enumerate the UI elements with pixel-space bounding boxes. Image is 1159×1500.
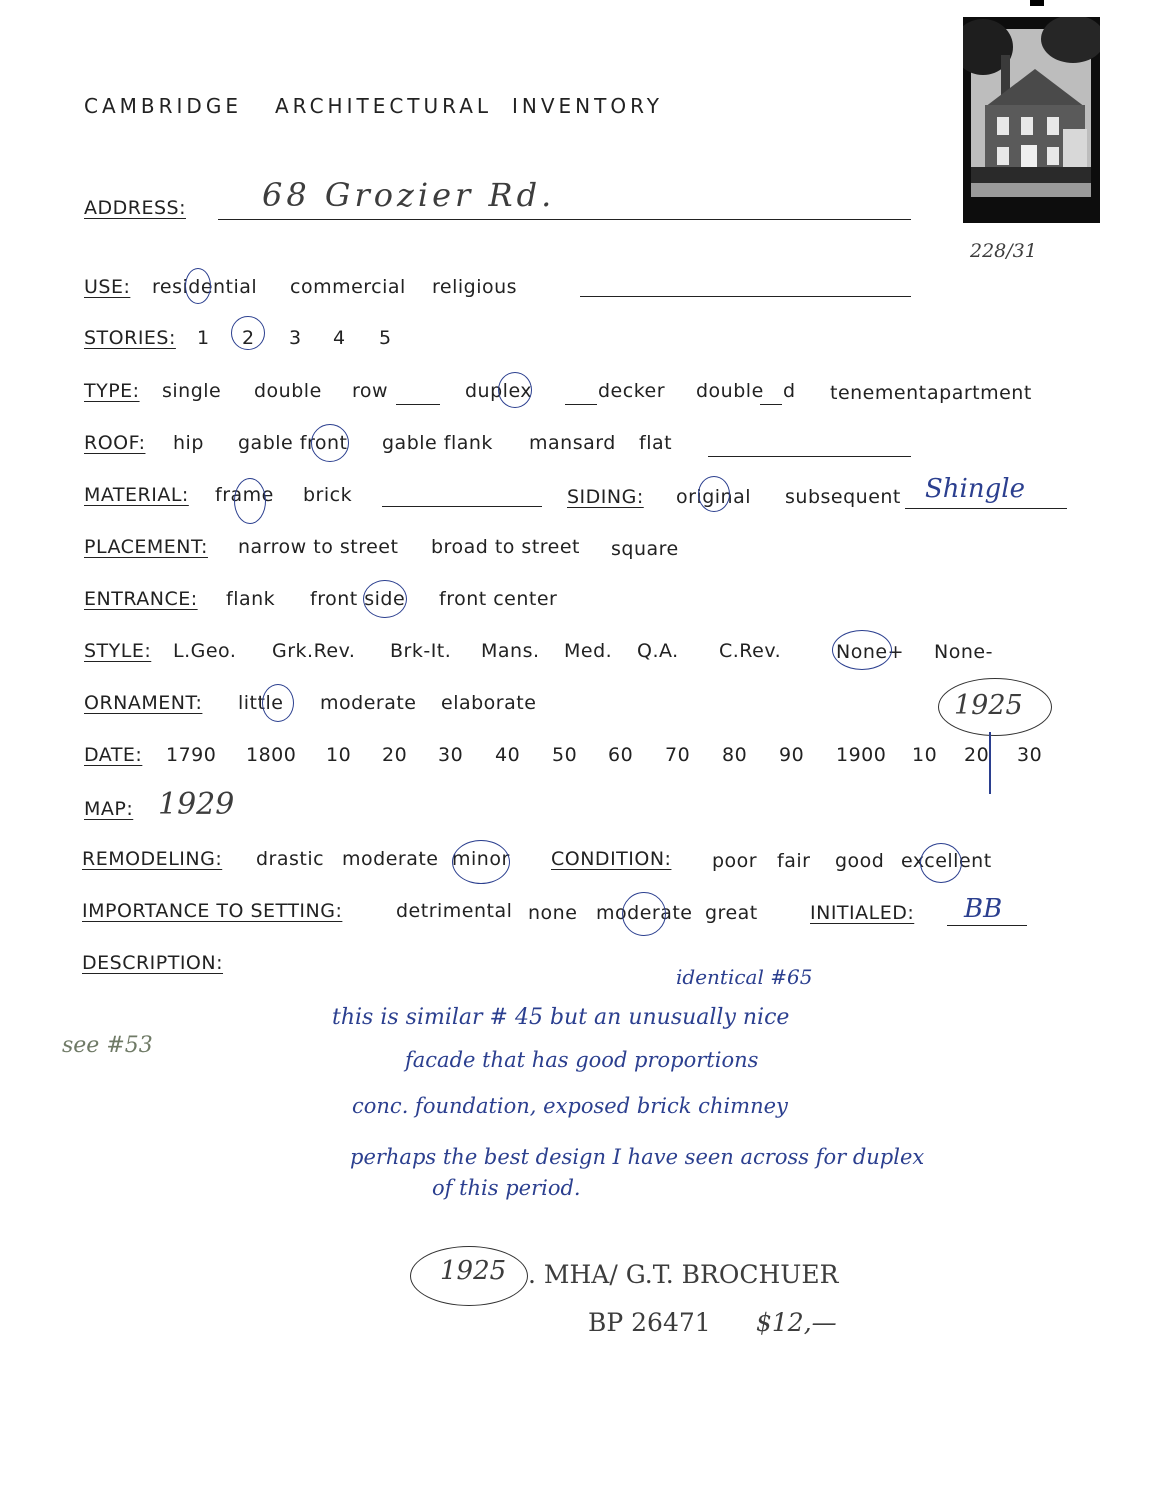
date-circled-value: 1925 [954,690,1023,721]
type-duplex: duplex [465,380,533,402]
style-circle [832,630,892,670]
importance-great: great [705,902,758,924]
style-none-plus: None+ [836,641,904,663]
style-qa: Q.A. [637,640,679,662]
stories-4: 4 [333,327,346,349]
condition-good: good [835,850,885,872]
ornament-elaborate: elaborate [441,692,537,714]
address-label: ADDRESS: [84,197,186,219]
use-label: USE: [84,276,131,298]
importance-detrimental: detrimental [396,900,513,922]
type-single: single [162,380,222,402]
map-label: MAP: [84,798,134,820]
siding-value: Shingle [925,474,1025,504]
material-label: MATERIAL: [84,484,189,506]
stories-2: 2 [242,327,255,349]
description-line-2: this is similar # 45 but an unusually nice [332,1005,790,1030]
type-row: row [352,380,389,402]
condition-poor: poor [712,850,758,872]
condition-excellent: excellent [901,850,992,872]
description-label: DESCRIPTION: [82,952,224,974]
entrance-front-center: front center [439,588,558,610]
remodeling-drastic: drastic [256,848,325,870]
material-other-line [382,506,542,507]
condition-label: CONDITION: [551,848,672,870]
date-1900: 1900 [836,744,887,766]
type-double-d: double [696,380,764,402]
description-line-4: conc. foundation, exposed brick chimney [352,1094,788,1118]
stories-1: 1 [197,327,210,349]
use-other-line [580,296,911,297]
entrance-front-side: front side [310,588,406,610]
roof-mansard: mansard [529,432,616,454]
initialed-line [947,925,1027,926]
house-photo [963,17,1100,223]
permit-line-1: . MHA/ G.T. BROCHUER [528,1260,839,1289]
description-line-1: identical #65 [676,965,813,989]
date-30: 30 [438,744,464,766]
siding-label: SIDING: [567,486,644,508]
type-decker-line [565,404,597,405]
type-row-line [396,404,440,405]
style-grkrev: Grk.Rev. [272,640,356,662]
roof-circle [311,424,349,462]
date-40: 40 [495,744,521,766]
use-religious: religious [432,276,518,298]
date-20: 20 [382,744,408,766]
entrance-flank: flank [226,588,276,610]
date-1930: 30 [1017,744,1043,766]
roof-gable-flank: gable flank [382,432,493,454]
roof-label: ROOF: [84,432,146,454]
type-double-d-line [760,404,782,405]
date-80: 80 [722,744,748,766]
photo-number: 228/31 [970,240,1037,262]
photo-tack [1030,0,1044,6]
importance-none: none [528,902,578,924]
type-d: d [783,380,796,402]
remodeling-minor: minor [452,848,510,870]
date-arrow-mark [989,732,991,794]
type-decker: decker [598,380,666,402]
permit-date: 1925 [440,1256,507,1286]
stories-3: 3 [289,327,302,349]
style-med: Med. [564,640,613,662]
roof-gable-front: gable front [238,432,348,454]
remodeling-moderate: moderate [342,848,439,870]
form-title-architectural: ARCHITECTURAL [275,94,493,118]
ornament-circle [262,684,294,722]
ornament-moderate: moderate [320,692,417,714]
permit-cost: $12,— [756,1308,837,1337]
description-line-3: facade that has good proportions [405,1048,759,1072]
form-title-cambridge: CAMBRIDGE [84,94,242,118]
style-lgeo: L.Geo. [173,640,237,662]
remodeling-circle [452,840,510,884]
date-90: 90 [779,744,805,766]
map-value: 1929 [158,787,235,822]
initialed-value: BB [964,894,1003,924]
date-10: 10 [326,744,352,766]
condition-circle [920,843,962,883]
stories-5: 5 [379,327,392,349]
date-1910: 10 [912,744,938,766]
type-apartment: apartment [927,382,1032,404]
type-double: double [254,380,322,402]
remodeling-label: REMODELING: [82,848,223,870]
importance-label: IMPORTANCE TO SETTING: [82,900,343,922]
ornament-label: ORNAMENT: [84,692,203,714]
stories-label: STORIES: [84,327,176,349]
date-label: DATE: [84,744,143,766]
style-none-minus: None- [934,641,993,663]
style-label: STYLE: [84,640,152,662]
type-circle [498,372,532,408]
entrance-circle [363,580,407,618]
date-60: 60 [608,744,634,766]
ornament-little: little [238,692,284,714]
permit-line-2: BP 26471 [588,1308,711,1337]
placement-narrow: narrow to street [238,536,399,558]
description-line-6: of this period. [432,1176,581,1200]
use-residential: residential [152,276,258,298]
importance-circle [622,892,666,936]
use-circle [185,268,211,304]
material-brick: brick [303,484,353,506]
condition-fair: fair [777,850,811,872]
siding-other-line [905,508,1067,509]
siding-subsequent: subsequent [785,486,901,508]
material-frame: frame [215,484,274,506]
siding-original: original [676,486,752,508]
style-mans: Mans. [481,640,540,662]
placement-broad: broad to street [431,536,581,558]
side-note: see #53 [62,1033,153,1058]
style-crev: C.Rev. [719,640,782,662]
placement-label: PLACEMENT: [84,536,208,558]
roof-hip: hip [173,432,204,454]
type-tenement: tenement [830,382,927,404]
roof-flat: flat [639,432,673,454]
address-value: 68 Grozier Rd. [262,176,556,214]
description-line-5: perhaps the best design I have seen across for duplex [350,1145,925,1169]
type-label: TYPE: [84,380,140,402]
placement-square: square [611,538,679,560]
siding-circle [698,476,730,512]
entrance-label: ENTRANCE: [84,588,198,610]
date-1920: 20 [964,744,990,766]
stories-circle [231,316,265,350]
importance-moderate: moderate [596,902,693,924]
date-1790: 1790 [166,744,217,766]
date-1800: 1800 [246,744,297,766]
style-brkit: Brk-It. [390,640,452,662]
material-circle [234,478,266,524]
date-50: 50 [552,744,578,766]
date-70: 70 [665,744,691,766]
initialed-label: INITIALED: [810,902,915,924]
address-line [218,219,911,220]
use-commercial: commercial [290,276,406,298]
form-title-inventory: INVENTORY [512,94,663,118]
roof-other-line [708,456,911,457]
